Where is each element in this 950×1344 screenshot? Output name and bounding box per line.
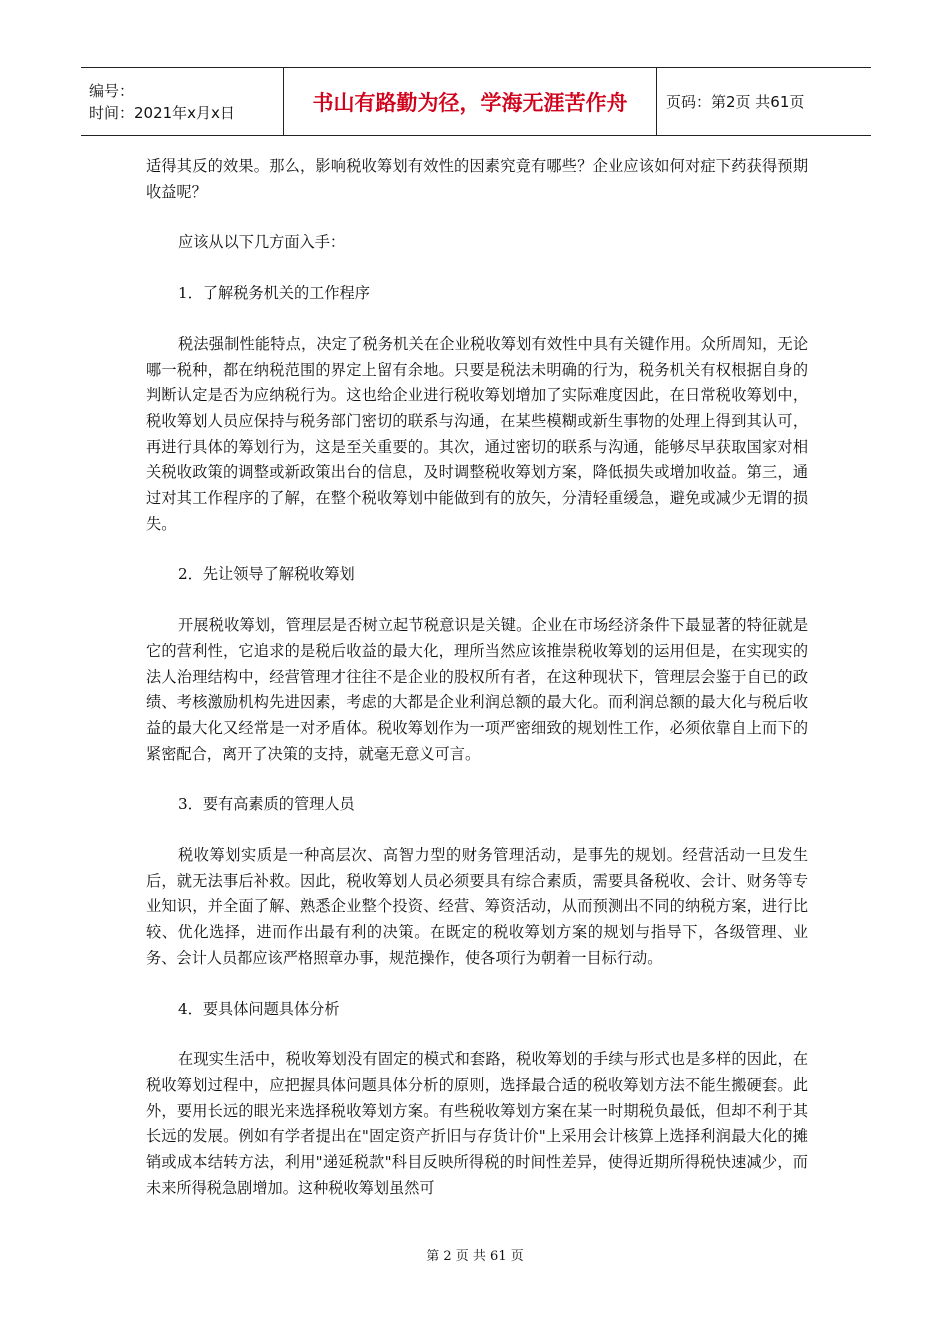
paragraph-section-2: 开展税收筹划，管理层是否树立起节税意识是关键。企业在市场经济条件下最显著的特征就是它的营利性，它追求的是税后收益的最大化，理所当然应该推崇税收筹划的运用但是，在实现实的法人治理结构中，经营管理才往往不是企业的股权所有者，在这种现状下，管理层会鉴于自已的政绩、考核激励机构先进因素，考虑的大都是企业利润总额的最大化。而利润总额的最大化与税后收益的最大化又经常是一对矛盾体。税收筹划作为一项严密细致的规划性工作，必须依靠自上而下的紧密配合，离开了决策的支持，就毫无意义可言。	[146, 616, 808, 763]
document-body	[146, 154, 808, 1202]
section-heading-1: 1．了解税务机关的工作程序	[178, 284, 370, 303]
paragraph-continuation: 适得其反的效果。那么，影响税收筹划有效性的因素究竟有哪些？企业应该如何对症下药获得预期收益呢？	[146, 157, 808, 201]
page-footer: 第 2 页 共 61 页	[426, 1249, 524, 1264]
page-header	[81, 67, 871, 136]
section-heading-4: 4．要具体问题具体分析	[178, 999, 340, 1018]
document-code-label: 编号：	[89, 81, 135, 100]
paragraph-section-3: 税收筹划实质是一种高层次、高智力型的财务管理活动，是事先的规划。经营活动一旦发生后，就无法事后补救。因此，税收筹划人员必须要具有综合素质，需要具备税收、会计、财务等专业知识，并全面了解、熟悉企业整个投资、经营、筹资活动，从而预测出不同的纳税方案，进行比较、优化选择，进而作出最有利的决策。在既定的税收筹划方案的规划与指导下，各级管理、业务、会计人员都应该严格照章办事，规范操作，使各项行为朝着一目标行动。	[146, 846, 808, 967]
paragraph-section-4: 在现实生活中，税收筹划没有固定的模式和套路，税收筹划的手续与形式也是多样的因此，在税收筹划过程中，应把握具体问题具体分析的原则，选择最合适的税收筹划方法不能生搬硬套。此外，要用长远的眼光来选择税收筹划方案。有些税收筹划方案在某一时期税负最低，但却不利于其长远的发展。例如有学者提出在"固定资产折旧与存货计价"上采用会计核算上选择利润最大化的摊销或成本结转方法，利用"递延税款"科目反映所得税的时间性差异，使得近期所得税快速减少，而未来所得税急剧增加。这种税收筹划虽然可	[146, 1050, 808, 1197]
section-heading-3: 3．要有高素质的管理人员	[178, 795, 355, 814]
header-page-info: 页码：第2页 共61页	[666, 93, 805, 111]
section-heading-2: 2．先让领导了解税收筹划	[178, 565, 355, 584]
header-motto: 书山有路勤为径，学海无涯苦作舟	[284, 68, 657, 135]
document-date: 时间：2021年x月x日	[89, 103, 235, 122]
paragraph-intro: 应该从以下几方面入手：	[178, 233, 346, 252]
paragraph-section-1: 税法强制性能特点，决定了税务机关在企业税收筹划有效性中具有关键作用。众所周知，无论哪一税种，都在纳税范围的界定上留有余地。只要是税法未明确的行为，税务机关有权根据自身的判断认定是否为应纳税行为。这也给企业进行税收筹划增加了实际难度因此，在日常税收筹划中，税收筹划人员应保持与税务部门密切的联系与沟通，在某些模糊或新生事物的处理上得到其认可，再进行具体的筹划行为，这是至关重要的。其次，通过密切的联系与沟通，能够尽早获取国家对相关税收政策的调整或新政策出台的信息，及时调整税收筹划方案，降低损失或增加收益。第三，通过对其工作程序的了解，在整个税收筹划中能做到有的放矢，分清轻重缓急，避免或减少无谓的损失。	[146, 334, 808, 533]
header-meta	[81, 68, 284, 135]
